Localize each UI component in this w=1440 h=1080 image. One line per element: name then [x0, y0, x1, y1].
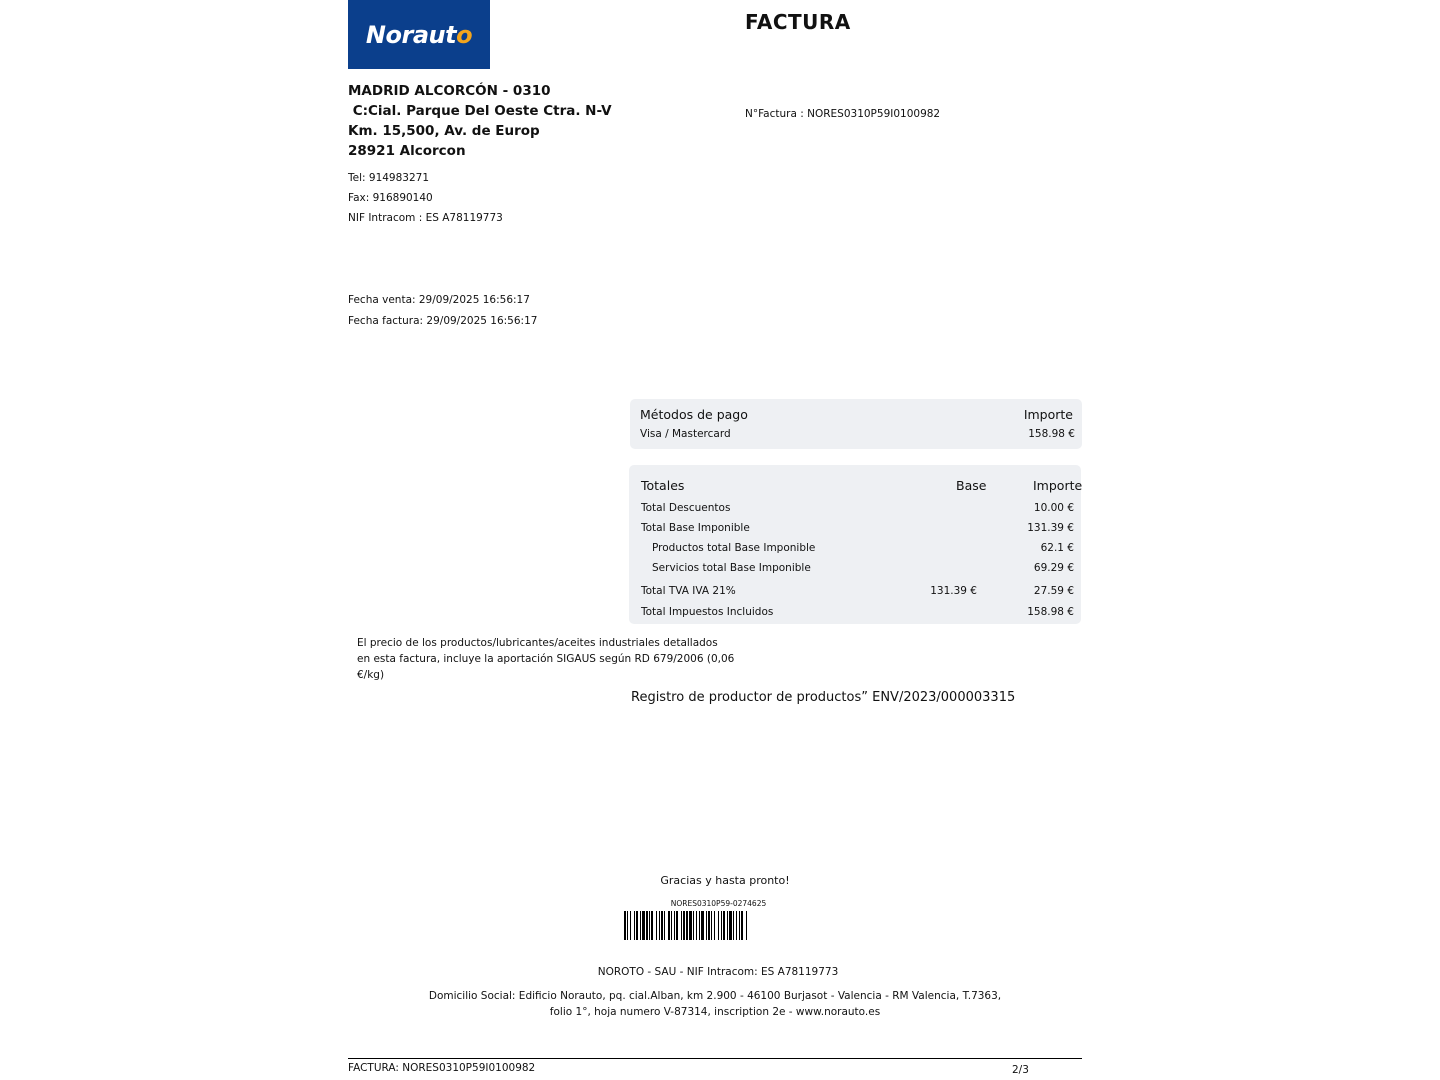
thanks-message: Gracias y hasta pronto!	[660, 874, 790, 887]
page-number: 2/3	[1012, 1064, 1029, 1076]
barcode-graphic	[624, 911, 812, 940]
payment-amount: 158.98 €	[1028, 428, 1075, 440]
logo-text: Norauto	[365, 20, 473, 49]
store-address-3: 28921 Alcorcon	[348, 143, 466, 159]
footer-invoice-ref: FACTURA: NORES0310P59I0100982	[348, 1062, 536, 1074]
totals-row-amount: 62.1 €	[1040, 542, 1074, 554]
note-line: El precio de los productos/lubricantes/aceites industriales detallados	[357, 637, 718, 649]
payment-header-amount: Importe	[1023, 407, 1073, 422]
totals-header-base: Base	[956, 478, 987, 493]
store-nif: NIF Intracom : ES A78119773	[348, 212, 503, 224]
office-line: Domicilio Social: Edificio Norauto, pq. cial.Alban, km 2.900 - 46100 Burjasot - Valencia - RM Valencia, T.7363,	[428, 990, 1002, 1002]
totals-row-label: Servicios total Base Imponible	[652, 562, 811, 574]
totals-row-amount: 10.00 €	[1033, 502, 1074, 514]
totals-row-label: Total Descuentos	[641, 502, 731, 514]
totals-row-label: Total TVA IVA 21%	[641, 585, 736, 597]
totals-row-label: Productos total Base Imponible	[652, 542, 816, 554]
registered-office	[420, 988, 1010, 1020]
payment-method: Visa / Mastercard	[640, 428, 731, 440]
invoice-date: Fecha factura: 29/09/2025 16:56:17	[348, 315, 538, 327]
producer-registry: Registro de productor de productos” ENV/2023/000003315	[631, 690, 1016, 705]
totals-row-base: 131.39 €	[930, 585, 977, 597]
company-info: NOROTO - SAU - NIF Intracom: ES A78119773	[597, 966, 839, 978]
invoice-number: N°Factura : NORES0310P59I0100982	[745, 108, 941, 120]
totals-row-amount: 131.39 €	[1027, 522, 1074, 534]
office-line: folio 1°, hoja numero V-87314, inscription 2e - www.norauto.es	[549, 1006, 881, 1018]
sigaus-note	[357, 635, 737, 683]
payment-header-method: Métodos de pago	[640, 407, 748, 422]
store-fax: Fax: 916890140	[348, 192, 433, 204]
sale-date: Fecha venta: 29/09/2025 16:56:17	[348, 294, 530, 306]
note-line: €/kg)	[357, 669, 385, 681]
note-line: en esta factura, incluye la aportación SIGAUS según RD 679/2006 (0,06	[357, 653, 735, 665]
footer-divider	[348, 1058, 1082, 1059]
totals-header-label: Totales	[641, 478, 685, 493]
totals-row-amount: 69.29 €	[1033, 562, 1074, 574]
document-title: FACTURA	[745, 10, 851, 34]
store-tel: Tel: 914983271	[348, 172, 430, 184]
totals-header-amount: Importe	[1033, 478, 1083, 493]
store-name: MADRID ALCORCÓN - 0310	[348, 83, 551, 99]
store-address-2: Km. 15,500, Av. de Europ	[348, 123, 540, 139]
totals-row-amount: 27.59 €	[1033, 585, 1074, 597]
payment-panel	[630, 399, 1082, 449]
totals-row-label: Total Impuestos Incluidos	[641, 606, 774, 618]
norauto-logo	[348, 0, 490, 69]
totals-panel	[629, 465, 1081, 624]
totals-row-amount: 158.98 €	[1027, 606, 1074, 618]
store-address-1: C:Cial. Parque Del Oeste Ctra. N-V	[348, 103, 612, 119]
barcode-number: NORES0310P59-0274625	[670, 899, 767, 908]
totals-row-label: Total Base Imponible	[641, 522, 750, 534]
